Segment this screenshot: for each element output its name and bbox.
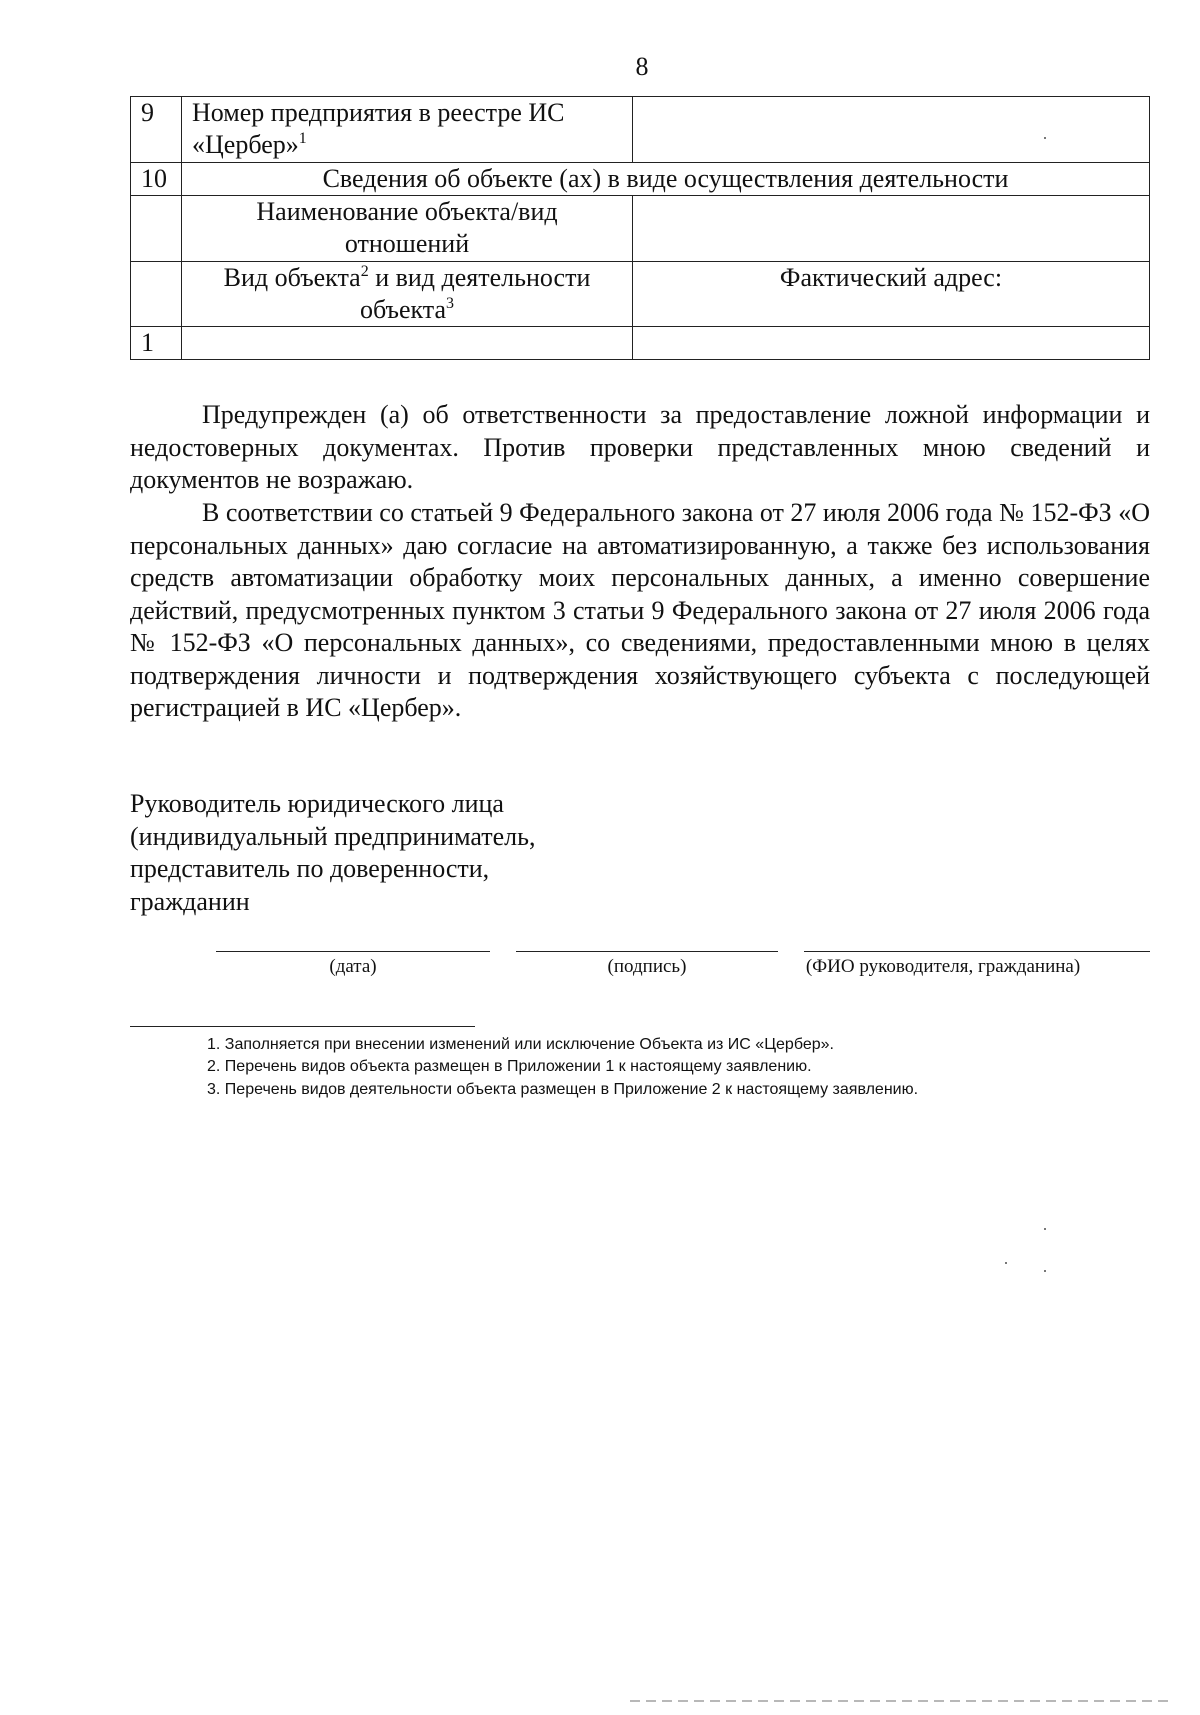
scan-speck: [1044, 137, 1046, 139]
scan-edge-artifact: [630, 1700, 1170, 1702]
object-name-field[interactable]: [633, 196, 1150, 262]
scan-speck: [1044, 1228, 1046, 1230]
signature-line[interactable]: [516, 951, 778, 952]
footnote-1: 1. Заполняется при внесении изменений или исключение Объекта из ИС «Цербер».: [207, 1036, 834, 1053]
date-line[interactable]: [216, 951, 490, 952]
signatory-block: [130, 788, 535, 918]
label-part: Вид объекта: [223, 263, 361, 292]
signatory-line: Руководитель юридического лица: [130, 789, 504, 818]
actual-address-label: Фактический адрес:: [633, 262, 1150, 327]
signatory-line: (индивидуальный предприниматель,: [130, 821, 536, 851]
label-line: отношений: [344, 229, 470, 258]
label-part: и вид деятельности: [368, 263, 591, 292]
footnote-ref: 2: [360, 263, 369, 280]
object-type-label: [182, 262, 633, 327]
signatory-line: гражданин: [130, 886, 250, 916]
scan-speck: [1005, 1262, 1007, 1264]
footnote-3: 3. Перечень видов деятельности объекта размещен в Приложение 2 к настоящему заявлению.: [207, 1081, 919, 1098]
actual-address-field[interactable]: [633, 327, 1150, 360]
row-number: 10: [131, 163, 182, 196]
footnote-ref: 3: [446, 295, 455, 312]
object-type-field[interactable]: [182, 327, 633, 360]
row-number: 9: [131, 97, 182, 163]
footnote-separator: [130, 1026, 475, 1027]
enterprise-registry-number-field[interactable]: [633, 97, 1150, 163]
personal-data-consent-paragraph: В соответствии со статьей 9 Федерального закона от 27 июля 2006 года № 152-ФЗ «О персональных данных» даю согласие на автоматизированную, а также без использования средств автоматизации обработку моих персональных данных, а именно совершение действий, предусмотренных пунктом 3 статьи 9 Федерального закона от 27 июля 2006 года № 152-ФЗ «О персональных данных», со сведениями, предоставленными мною в целях подтверждения личности и подтверждения хозяйствующего субъекта с последующей регистрацией в ИС «Цербер».: [130, 498, 1150, 722]
liability-warning-paragraph: Предупрежден (а) об ответственности за предоставление ложной информации и недостоверных документах. Против проверки представленных мною сведений и документов не возражаю.: [130, 400, 1150, 494]
label-line: «Цербер»: [192, 130, 299, 159]
label-line: объекта: [359, 295, 447, 324]
table-row-object-name: [131, 196, 1150, 262]
table-row-1: [131, 327, 1150, 360]
page-number: 8: [635, 52, 649, 81]
object-name-label: [182, 196, 633, 262]
table-row-10: [131, 163, 1150, 196]
table-row-9: [131, 97, 1150, 163]
label-line: Наименование объекта/вид: [256, 197, 558, 226]
signature-caption: (подпись): [607, 956, 687, 977]
fio-line[interactable]: [804, 951, 1150, 952]
application-form-table: [130, 96, 1150, 360]
object-info-heading: Сведения об объекте (ах) в виде осуществления деятельности: [182, 163, 1150, 196]
footnote-ref: 1: [298, 130, 307, 147]
date-caption: (дата): [329, 956, 377, 977]
enterprise-registry-number-label: [182, 97, 633, 163]
table-row-object-type: [131, 262, 1150, 327]
row-number: 1: [131, 327, 182, 360]
signatory-line: представитель по доверенности,: [130, 854, 490, 883]
footnote-2: 2. Перечень видов объекта размещен в Приложении 1 к настоящему заявлению.: [207, 1058, 812, 1075]
scan-speck: [1044, 1270, 1046, 1272]
fio-caption: (ФИО руководителя, гражданина): [805, 956, 1081, 977]
label-line: Номер предприятия в реестре ИС: [192, 98, 565, 127]
